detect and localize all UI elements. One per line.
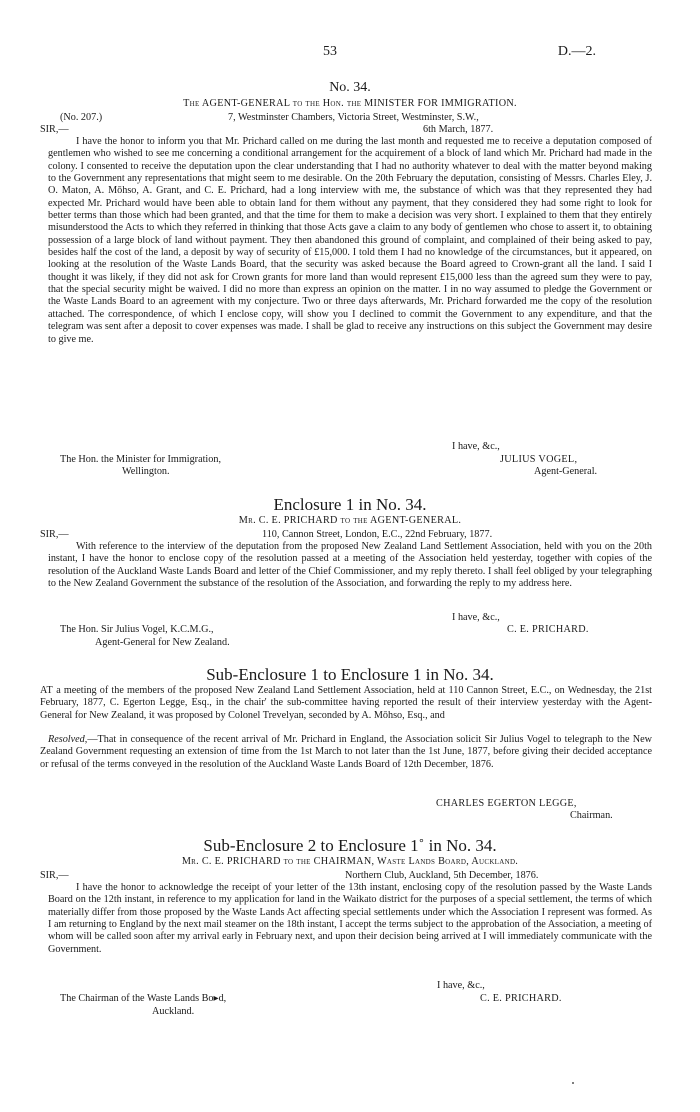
letter-closing: I have, &c., xyxy=(452,441,500,452)
letter-body: I have the honor to inform you that Mr. Prichard called on me during the last month and requested me to receive a deputation composed of gentlemen who wished to see me concerning a conditional arrangement for the acquirement of a block of land which Mr. Prichard had made in the colony. I consented to receive the deputation upon the clear understanding that I had no authority whatever to deal with the matter beyond making to the Government any representations that might seem to me desirable. On the 20th February the deputation, consisting of Messrs. Charles Eley, J. O. Maton, A. Mōhso, A. Grant, and C. E. Prichard, had a long interview with me, the substance of which was that they represented they had expected Mr. Prichard would have been able to obtain land for them without any payment, that they considered they had some right to look for better terms than those which had been granted, and that the time for them to make a decision was very short. I explained to them that they entirely misunderstood the Acts to which they referred in thinking that those Acts gave a claim to any body of gentlemen who chose to assert it, to obtaining possession of a large block of land without payment. They then abandoned this ground of complaint, and complained of their being asked to pay, besides half the cost of the land, a deposit by way of security of £15,000. I told them I had no knowledge of the circumstances, but it appeared, on looking at the resolution of the Waste Lands Board, that the security was asked because the Board agreed to Crown-grant all the land. I said I thought it was likely, if they did not ask for Crown grants for more land than would represent £15,000 less than the agreed sum they were to pay, that the special security might be waived. I did no more than express an opinion on the matter. I in no way assumed to pledge the Government or the Waste Lands Board to an agreement with my conjecture. Two or three days afterwards, Mr. Prichard forwarded me the copy of the resolution attached. The correspondence, of which I enclose copy, will show you I declined to commit the Government to any expenditure, and that the telegram was sent after a deposit to cover expenses was made. I shall be glad to receive any instructions on this subject the Government may desire to give me. xyxy=(48,136,652,345)
subenclosure1-body: AT a meeting of the members of the proposed New Zealand Land Settlement Association, held at 110 Cannon Street, E.C., on Wednesday, the 21st February, 1877, C. Egerton Legge, Esq., in the chair' the sub-committee having reported the result of their interview yesterday with the Agent-General for New Zealand, it was proposed by Colonel Trevelyan, seconded by A. Mōhso, Esq., and xyxy=(40,685,652,721)
enclosure1-salutation: SIR,— xyxy=(40,529,69,540)
enclosure1-from-to: Mr. C. E. PRICHARD to the AGENT-GENERAL. xyxy=(238,515,462,526)
letter-addressee-line2: Wellington. xyxy=(122,466,170,477)
subenclosure2-title: Sub-Enclosure 2 to Enclosure 1˚ in No. 34. xyxy=(203,836,497,855)
subenclosure2-closing: I have, &c., xyxy=(437,980,485,991)
page-number: 53 xyxy=(323,44,337,59)
letter-title: No. 34. xyxy=(329,80,371,95)
subenclosure2-salutation: SIR,— xyxy=(40,870,69,881)
letter-ref-number: (No. 207.) xyxy=(60,112,103,123)
subenclosure1-title: Sub-Enclosure 1 to Enclosure 1 in No. 34. xyxy=(206,665,494,684)
letter-salutation: SIR,— xyxy=(40,124,69,135)
subenclosure2-addressee-line1: The Chairman of the Waste Lands Bo▸d, xyxy=(60,993,227,1004)
enclosure1-title: Enclosure 1 in No. 34. xyxy=(273,495,427,514)
enclosure1-addressee-line2: Agent-General for New Zealand. xyxy=(95,637,230,648)
letter-date: 6th March, 1877. xyxy=(423,124,494,135)
enclosure1-body: With reference to the interview of the deputation from the proposed New Zealand Land Settlement Association, held with you on the 20th instant, I have the honor to enclose copy of the resolution passed at a meeting of the Association held yesterday, together with copies of the resolution of the Auckland Waste Lands Board and letter of the Chief Commissioner, and my reply thereto. I shall feel obliged by your telegraphing to the New Zealand Government the substance of the resolution of the Association, and forwarding the reply to my address here. xyxy=(48,541,652,590)
subenclosure2-body: I have the honor to acknowledge the receipt of your letter of the 13th instant, enclosing copy of the resolution passed by the Waste Lands Board on the 12th instant, in reference to my application for land in the Waikato district for the purposes of a special settlement, the terms of which materially differ from those proposed by the Waste Lands Act affecting special settlements under which the Association I represent was formed. As I am returning to England by the next mail steamer on the 18th instant, I accept the terms subject to the approbation of the Association, a meeting of whom will be called soon after my arrival early in February next, and upon their decision being arrived at I will immediately communicate with the Government. xyxy=(48,882,652,955)
stray-mark xyxy=(572,1082,574,1084)
subenclosure2-from-to: Mr. C. E. PRICHARD to the CHAIRMAN, Waste Lands Board, Auckland. xyxy=(181,856,519,867)
subenclosure2-addressee-line2: Auckland. xyxy=(152,1006,195,1017)
enclosure1-signature: C. E. PRICHARD. xyxy=(507,624,589,635)
subenclosure1-resolution: Resolved,—That in consequence of the recent arrival of Mr. Prichard in England, the Association solicit Sir Julius Vogel to telegraph to the New Zealand Government requesting an extension of time from the 1st March to not later than the 1st June, 1877, before giving their decided acceptance or refusal of the terms conveyed in the resolution of the Auckland Waste Lands Board of 12th December, 1876. xyxy=(40,734,652,770)
page-header xyxy=(0,46,700,66)
letter-from-to: The AGENT-GENERAL to the Hon. the MINISTER FOR IMMIGRATION. xyxy=(183,98,517,109)
subenclosure2-signature: C. E. PRICHARD. xyxy=(480,993,562,1004)
enclosure1-closing: I have, &c., xyxy=(452,612,500,623)
enclosure1-address: 110, Cannon Street, London, E.C., 22nd February, 1877. xyxy=(262,529,493,540)
subenclosure2-address: Northern Club, Auckland, 5th December, 1876. xyxy=(345,870,539,881)
letter-signature: JULIUS VOGEL, xyxy=(500,454,578,465)
enclosure1-addressee-line1: The Hon. Sir Julius Vogel, K.C.M.G., xyxy=(60,624,214,635)
subenclosure1-signature-title: Chairman. xyxy=(570,810,613,821)
letter-addressee-line1: The Hon. the Minister for Immigration, xyxy=(60,454,221,465)
document-reference: D.—2. xyxy=(557,44,596,59)
letter-signature-title: Agent-General. xyxy=(534,466,598,477)
subenclosure1-signature: CHARLES EGERTON LEGGE, xyxy=(436,798,577,809)
letter-address: 7, Westminster Chambers, Victoria Street, Westminster, S.W., xyxy=(228,112,479,123)
